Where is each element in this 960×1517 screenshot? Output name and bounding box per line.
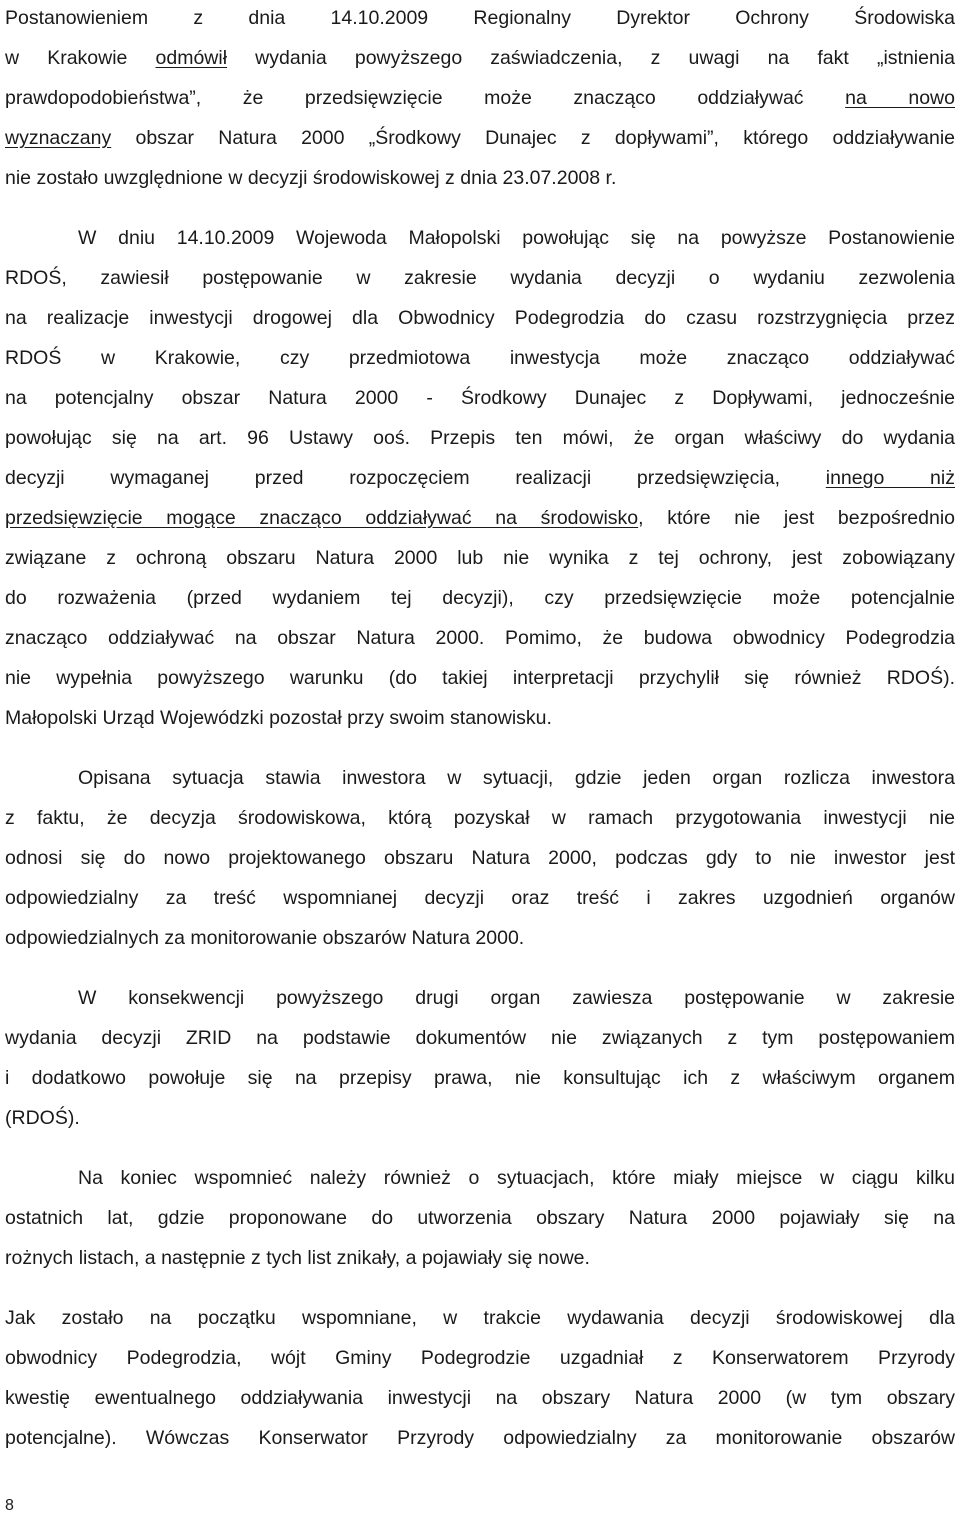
paragraph-5-line-2: ostatnich lat, gdzie proponowane do utworzenia obszary Natura 2000 pojawiały się na — [5, 1207, 955, 1229]
paragraph-2-line-13: Małopolski Urząd Wojewódzki pozostał przy swoim stanowisku. — [5, 707, 552, 729]
underlined-text: na nowo — [845, 87, 955, 109]
paragraph-1-line-2 — [5, 44, 955, 72]
text-run: decyzji wymaganej przed rozpoczęciem realizacji przedsięwzięcia, — [5, 467, 826, 489]
page-number: 8 — [5, 1497, 14, 1514]
paragraph-1-line-3 — [5, 84, 955, 112]
paragraph-2-line-9: związane z ochroną obszaru Natura 2000 lub nie wynika z tej ochrony, jest zobowiązany — [5, 547, 955, 569]
paragraph-2-line-2: RDOŚ, zawiesił postępowanie w zakresie wydania decyzji o wydaniu zezwolenia — [5, 267, 955, 289]
paragraph-5-line-3: rożnych listach, a następnie z tych list znikały, a pojawiały się nowe. — [5, 1247, 590, 1269]
paragraph-4-line-4: (RDOŚ). — [5, 1107, 80, 1129]
paragraph-3-line-2: z faktu, że decyzja środowiskowa, którą pozyskał w ramach przygotowania inwestycji nie — [5, 807, 955, 829]
paragraph-2-line-10: do rozważenia (przed wydaniem tej decyzji), czy przedsięwzięcie może potencjalnie — [5, 587, 955, 609]
paragraph-2-line-11: znacząco oddziaływać na obszar Natura 2000. Pomimo, że budowa obwodnicy Podegrodzia — [5, 627, 955, 649]
paragraph-4-line-2: wydania decyzji ZRID na podstawie dokumentów nie związanych z tym postępowaniem — [5, 1027, 955, 1049]
paragraph-2-line-1: W dniu 14.10.2009 Wojewoda Małopolski powołując się na powyższe Postanowienie — [78, 227, 955, 249]
paragraph-4-line-1: W konsekwencji powyższego drugi organ zawiesza postępowanie w zakresie — [78, 987, 955, 1009]
text-run: obszar Natura 2000 „Środkowy Dunajec z dopływami”, którego oddziaływanie — [111, 127, 955, 149]
paragraph-1-line-5: nie zostało uwzględnione w decyzji środowiskowej z dnia 23.07.2008 r. — [5, 167, 617, 189]
paragraph-3-line-1: Opisana sytuacja stawia inwestora w sytuacji, gdzie jeden organ rozlicza inwestora — [78, 767, 955, 789]
paragraph-1-line-1: Postanowieniem z dnia 14.10.2009 Regionalny Dyrektor Ochrony Środowiska — [5, 7, 955, 29]
paragraph-6-line-2: obwodnicy Podegrodzia, wójt Gminy Podegrodzie uzgadniał z Konserwatorem Przyrody — [5, 1347, 955, 1369]
underlined-text: wyznaczany — [5, 127, 112, 149]
text-run: w Krakowie — [5, 47, 156, 69]
paragraph-6-line-4: potencjalne). Wówczas Konserwator Przyrody odpowiedzialny za monitorowanie obszarów — [5, 1427, 955, 1449]
paragraph-6-line-3: kwestię ewentualnego oddziaływania inwestycji na obszary Natura 2000 (w tym obszary — [5, 1387, 955, 1409]
text-run: prawdopodobieństwa”, że przedsięwzięcie może znacząco oddziaływać — [5, 87, 846, 109]
paragraph-3-line-3: odnosi się do nowo projektowanego obszaru Natura 2000, podczas gdy to nie inwestor jest — [5, 847, 955, 869]
paragraph-2-line-6: powołując się na art. 96 Ustawy ooś. Przepis ten mówi, że organ właściwy do wydania — [5, 427, 955, 449]
text-run: , które nie jest bezpośrednio — [638, 507, 955, 529]
paragraph-2-line-12: nie wypełnia powyższego warunku (do takiej interpretacji przychylił się również RDOŚ). — [5, 667, 955, 689]
paragraph-2-line-3: na realizacje inwestycji drogowej dla Obwodnicy Podegrodzia do czasu rozstrzygnięcia przez — [5, 307, 955, 329]
paragraph-3-line-4: odpowiedzialny za treść wspomnianej decyzji oraz treść i zakres uzgodnień organów — [5, 887, 955, 909]
underlined-text: innego niż — [825, 467, 955, 489]
paragraph-4-line-3: i dodatkowo powołuje się na przepisy prawa, nie konsultując ich z właściwym organem — [5, 1067, 955, 1089]
paragraph-6-line-1: Jak zostało na początku wspomniane, w trakcie wydawania decyzji środowiskowej dla — [5, 1307, 955, 1329]
paragraph-2-line-8 — [5, 504, 955, 532]
paragraph-1-line-4 — [5, 124, 955, 152]
paragraph-2-line-7 — [5, 464, 955, 492]
paragraph-5-line-1: Na koniec wspomnieć należy również o sytuacjach, które miały miejsce w ciągu kilku — [78, 1167, 955, 1189]
underlined-text: odmówił — [155, 47, 228, 69]
text-run: wydania powyższego zaświadczenia, z uwagi na fakt „istnienia — [227, 47, 955, 69]
paragraph-3-line-5: odpowiedzialnych za monitorowanie obszarów Natura 2000. — [5, 927, 525, 949]
paragraph-2-line-5: na potencjalny obszar Natura 2000 - Środkowy Dunajec z Dopływami, jednocześnie — [5, 387, 955, 409]
paragraph-2-line-4: RDOŚ w Krakowie, czy przedmiotowa inwestycja może znacząco oddziaływać — [5, 347, 955, 369]
underlined-text: przedsięwzięcie mogące znacząco oddziaływać na środowisko — [5, 507, 639, 529]
